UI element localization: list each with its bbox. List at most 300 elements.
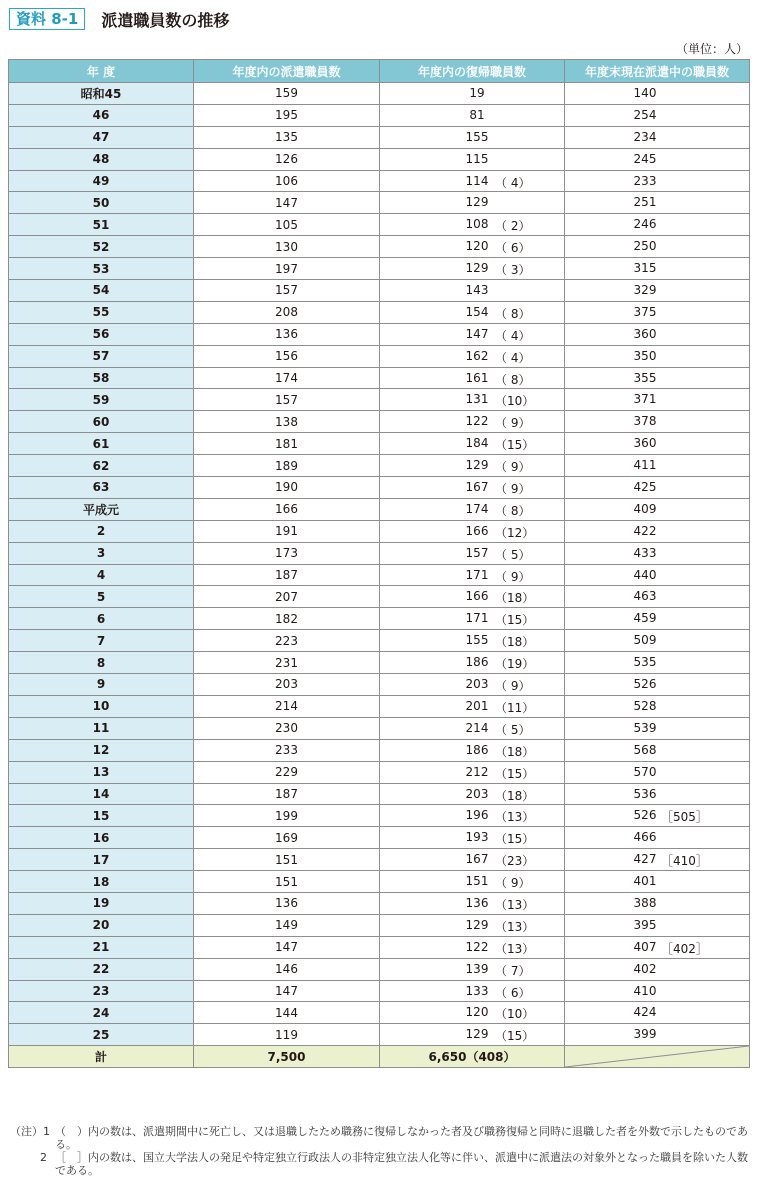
total-label: 計 xyxy=(9,1046,194,1068)
returned-excluded: （ 5） xyxy=(495,547,531,562)
cell-dispatched: 208 xyxy=(194,301,380,323)
cell-dispatched: 151 xyxy=(194,871,380,893)
table-row xyxy=(9,871,750,893)
table-row xyxy=(9,301,750,323)
cell-end-count xyxy=(565,542,750,564)
cell-end-count xyxy=(565,739,750,761)
cell-dispatched: 207 xyxy=(194,586,380,608)
cell-dispatched: 174 xyxy=(194,367,380,389)
cell-year: 19 xyxy=(9,892,194,914)
cell-dispatched: 119 xyxy=(194,1024,380,1046)
table-row xyxy=(9,498,750,520)
cell-end-count xyxy=(565,520,750,542)
cell-end-count xyxy=(565,564,750,586)
returned-excluded: （10） xyxy=(495,1007,535,1022)
table-row xyxy=(9,345,750,367)
cell-dispatched: 173 xyxy=(194,542,380,564)
returned-value: 108 xyxy=(465,217,489,232)
cell-year: 63 xyxy=(9,477,194,499)
returned-excluded: （15） xyxy=(495,766,535,781)
returned-value: 115 xyxy=(465,151,489,166)
end-count-value: 399 xyxy=(633,1027,657,1042)
end-count-value: 526 xyxy=(633,677,657,692)
cell-end-count xyxy=(565,695,750,717)
cell-dispatched: 231 xyxy=(194,652,380,674)
table-row xyxy=(9,170,750,192)
table-row xyxy=(9,1002,750,1024)
cell-year: 10 xyxy=(9,695,194,717)
total-returned: 6,650（408） xyxy=(380,1046,565,1068)
returned-excluded: （ 9） xyxy=(495,416,531,431)
table-row xyxy=(9,411,750,433)
cell-dispatched: 199 xyxy=(194,805,380,827)
end-count-value: 350 xyxy=(633,348,657,363)
end-count-value: 568 xyxy=(633,742,657,757)
cell-returned xyxy=(380,805,565,827)
cell-year: 18 xyxy=(9,871,194,893)
cell-dispatched: 126 xyxy=(194,148,380,170)
end-count-bracket: ［505］ xyxy=(661,810,708,825)
returned-value: 171 xyxy=(465,611,489,626)
cell-end-count xyxy=(565,980,750,1002)
cell-year: 20 xyxy=(9,914,194,936)
cell-end-count xyxy=(565,914,750,936)
returned-value: 129 xyxy=(465,458,489,473)
cell-end-count xyxy=(565,236,750,258)
table-row xyxy=(9,83,750,105)
end-count-value: 463 xyxy=(633,589,657,604)
end-count-value: 427 xyxy=(633,852,657,867)
cell-end-count xyxy=(565,148,750,170)
cell-returned xyxy=(380,170,565,192)
cell-year: 17 xyxy=(9,849,194,871)
table-row xyxy=(9,717,750,739)
note-2 xyxy=(10,1151,750,1177)
cell-returned xyxy=(380,1024,565,1046)
returned-value: 166 xyxy=(465,523,489,538)
cell-end-count xyxy=(565,849,750,871)
returned-value: 167 xyxy=(465,480,489,495)
cell-year: 23 xyxy=(9,980,194,1002)
end-count-value: 254 xyxy=(633,107,657,122)
table-row xyxy=(9,542,750,564)
cell-returned xyxy=(380,761,565,783)
cell-end-count xyxy=(565,258,750,280)
cell-year: 7 xyxy=(9,630,194,652)
returned-excluded: （ 9） xyxy=(495,482,531,497)
cell-dispatched: 166 xyxy=(194,498,380,520)
table-row xyxy=(9,126,750,148)
cell-year: 15 xyxy=(9,805,194,827)
table-row xyxy=(9,280,750,302)
cell-year: 51 xyxy=(9,214,194,236)
cell-end-count xyxy=(565,367,750,389)
cell-returned xyxy=(380,914,565,936)
returned-value: 212 xyxy=(465,764,489,779)
cell-dispatched: 135 xyxy=(194,126,380,148)
returned-value: 166 xyxy=(465,589,489,604)
returned-excluded: （ 4） xyxy=(495,175,531,190)
returned-excluded: （18） xyxy=(495,591,535,606)
cell-dispatched: 106 xyxy=(194,170,380,192)
returned-value: 143 xyxy=(465,283,489,298)
table-header-row xyxy=(9,60,750,83)
cell-year: 22 xyxy=(9,958,194,980)
total-dispatched: 7,500 xyxy=(194,1046,380,1068)
table-row xyxy=(9,958,750,980)
returned-value: 151 xyxy=(465,874,489,889)
table-row xyxy=(9,148,750,170)
table-row xyxy=(9,564,750,586)
cell-returned xyxy=(380,608,565,630)
cell-end-count xyxy=(565,892,750,914)
cell-dispatched: 182 xyxy=(194,608,380,630)
table-row xyxy=(9,520,750,542)
column-header-dispatched: 年度内の派遣職員数 xyxy=(194,60,380,83)
returned-excluded: （15） xyxy=(495,832,535,847)
returned-excluded: （ 6） xyxy=(495,241,531,256)
end-count-value: 329 xyxy=(633,283,657,298)
cell-returned xyxy=(380,783,565,805)
returned-value: 174 xyxy=(465,501,489,516)
cell-year: 12 xyxy=(9,739,194,761)
cell-year: 56 xyxy=(9,323,194,345)
table-row xyxy=(9,389,750,411)
cell-dispatched: 157 xyxy=(194,389,380,411)
column-header-end-count: 年度末現在派遣中の職員数 xyxy=(565,60,750,83)
cell-end-count xyxy=(565,345,750,367)
document-badge: 資料 8-1 xyxy=(9,8,85,30)
end-count-value: 410 xyxy=(633,983,657,998)
cell-year: 57 xyxy=(9,345,194,367)
returned-excluded: （ 8） xyxy=(495,503,531,518)
returned-value: 196 xyxy=(465,808,489,823)
cell-returned xyxy=(380,236,565,258)
unit-label: （単位：人） xyxy=(675,42,748,56)
table-row xyxy=(9,892,750,914)
end-count-value: 395 xyxy=(633,917,657,932)
cell-end-count xyxy=(565,455,750,477)
cell-year: 62 xyxy=(9,455,194,477)
cell-end-count xyxy=(565,389,750,411)
end-count-value: 375 xyxy=(633,304,657,319)
cell-returned xyxy=(380,83,565,105)
returned-excluded: （13） xyxy=(495,897,535,912)
cell-returned xyxy=(380,695,565,717)
cell-dispatched: 146 xyxy=(194,958,380,980)
end-count-value: 233 xyxy=(633,173,657,188)
returned-value: 114 xyxy=(465,173,489,188)
returned-value: 171 xyxy=(465,567,489,582)
cell-year: 平成元 xyxy=(9,498,194,520)
returned-excluded: （ 8） xyxy=(495,372,531,387)
returned-value: 201 xyxy=(465,698,489,713)
end-count-value: 360 xyxy=(633,436,657,451)
cell-end-count xyxy=(565,674,750,696)
returned-excluded: （ 6） xyxy=(495,985,531,1000)
table-row xyxy=(9,323,750,345)
diagonal-line xyxy=(565,1046,749,1067)
cell-dispatched: 136 xyxy=(194,323,380,345)
cell-dispatched: 203 xyxy=(194,674,380,696)
returned-value: 155 xyxy=(465,633,489,648)
cell-dispatched: 151 xyxy=(194,849,380,871)
cell-end-count xyxy=(565,805,750,827)
note-label: 2 xyxy=(40,1151,47,1164)
cell-end-count xyxy=(565,477,750,499)
table-row xyxy=(9,586,750,608)
table-row xyxy=(9,192,750,214)
returned-excluded: （ 8） xyxy=(495,306,531,321)
cell-year: 14 xyxy=(9,783,194,805)
end-count-value: 402 xyxy=(633,961,657,976)
cell-year: 24 xyxy=(9,1002,194,1024)
returned-value: 129 xyxy=(465,261,489,276)
cell-year: 25 xyxy=(9,1024,194,1046)
cell-returned xyxy=(380,345,565,367)
end-count-value: 570 xyxy=(633,764,657,779)
returned-excluded: （15） xyxy=(495,613,535,628)
cell-dispatched: 233 xyxy=(194,739,380,761)
column-header-year: 年 度 xyxy=(9,60,194,83)
table-row xyxy=(9,827,750,849)
cell-end-count xyxy=(565,871,750,893)
returned-excluded: （13） xyxy=(495,919,535,934)
cell-dispatched: 214 xyxy=(194,695,380,717)
cell-dispatched: 191 xyxy=(194,520,380,542)
cell-dispatched: 147 xyxy=(194,980,380,1002)
cell-returned xyxy=(380,455,565,477)
returned-excluded: （ 9） xyxy=(495,876,531,891)
header xyxy=(9,6,229,32)
page-title: 派遣職員数の推移 xyxy=(101,10,230,30)
cell-dispatched: 187 xyxy=(194,564,380,586)
returned-excluded: （18） xyxy=(495,788,535,803)
cell-returned xyxy=(380,411,565,433)
cell-returned xyxy=(380,301,565,323)
cell-dispatched: 189 xyxy=(194,455,380,477)
total-empty-cell xyxy=(565,1046,750,1068)
cell-returned xyxy=(380,389,565,411)
cell-returned xyxy=(380,433,565,455)
cell-returned xyxy=(380,980,565,1002)
cell-returned xyxy=(380,477,565,499)
cell-dispatched: 138 xyxy=(194,411,380,433)
end-count-value: 424 xyxy=(633,1005,657,1020)
cell-end-count xyxy=(565,761,750,783)
end-count-value: 459 xyxy=(633,611,657,626)
cell-dispatched: 157 xyxy=(194,280,380,302)
cell-end-count xyxy=(565,958,750,980)
table-row xyxy=(9,1024,750,1046)
cell-end-count xyxy=(565,827,750,849)
end-count-value: 526 xyxy=(633,808,657,823)
cell-year: 52 xyxy=(9,236,194,258)
returned-value: 129 xyxy=(465,195,489,210)
returned-value: 157 xyxy=(465,545,489,560)
cell-dispatched: 156 xyxy=(194,345,380,367)
cell-returned xyxy=(380,849,565,871)
note-1 xyxy=(10,1125,750,1151)
cell-end-count xyxy=(565,170,750,192)
end-count-value: 422 xyxy=(633,523,657,538)
cell-year: 49 xyxy=(9,170,194,192)
notes xyxy=(10,1125,750,1177)
cell-year: 11 xyxy=(9,717,194,739)
end-count-value: 251 xyxy=(633,195,657,210)
cell-returned xyxy=(380,542,565,564)
table-row xyxy=(9,608,750,630)
returned-value: 147 xyxy=(465,326,489,341)
returned-value: 155 xyxy=(465,129,489,144)
returned-value: 167 xyxy=(465,852,489,867)
table-row xyxy=(9,236,750,258)
cell-returned xyxy=(380,674,565,696)
returned-excluded: （ 4） xyxy=(495,350,531,365)
end-count-value: 360 xyxy=(633,326,657,341)
cell-end-count xyxy=(565,104,750,126)
end-count-value: 536 xyxy=(633,786,657,801)
returned-value: 139 xyxy=(465,961,489,976)
table-row xyxy=(9,739,750,761)
returned-excluded: （11） xyxy=(495,700,535,715)
cell-end-count xyxy=(565,323,750,345)
cell-returned xyxy=(380,104,565,126)
end-count-value: 535 xyxy=(633,655,657,670)
table-row xyxy=(9,258,750,280)
cell-year: 4 xyxy=(9,564,194,586)
cell-dispatched: 130 xyxy=(194,236,380,258)
returned-excluded: （18） xyxy=(495,635,535,650)
table-row xyxy=(9,674,750,696)
cell-year: 21 xyxy=(9,936,194,958)
table-row xyxy=(9,936,750,958)
returned-excluded: （ 4） xyxy=(495,328,531,343)
cell-dispatched: 190 xyxy=(194,477,380,499)
cell-dispatched: 181 xyxy=(194,433,380,455)
table-row xyxy=(9,805,750,827)
cell-year: 55 xyxy=(9,301,194,323)
table-row xyxy=(9,477,750,499)
cell-year: 48 xyxy=(9,148,194,170)
returned-excluded: （ 9） xyxy=(495,679,531,694)
cell-end-count xyxy=(565,411,750,433)
note-label: （注）1 xyxy=(10,1125,50,1138)
table-row xyxy=(9,652,750,674)
cell-year: 53 xyxy=(9,258,194,280)
returned-value: 161 xyxy=(465,370,489,385)
cell-year: 54 xyxy=(9,280,194,302)
returned-excluded: （15） xyxy=(495,1029,535,1044)
returned-value: 122 xyxy=(465,414,489,429)
cell-year: 59 xyxy=(9,389,194,411)
cell-year: 13 xyxy=(9,761,194,783)
cell-end-count xyxy=(565,586,750,608)
end-count-value: 509 xyxy=(633,633,657,648)
cell-dispatched: 144 xyxy=(194,1002,380,1024)
cell-dispatched: 149 xyxy=(194,914,380,936)
note-text: ［ ］内の数は、国立大学法人の発足や特定独立行政法人の非特定独立法人化等に伴い、派遣中に派遣法の対象外となった職員を除いた人数である。 xyxy=(55,1151,748,1177)
cell-end-count xyxy=(565,717,750,739)
returned-value: 136 xyxy=(465,895,489,910)
cell-end-count xyxy=(565,126,750,148)
cell-end-count xyxy=(565,1002,750,1024)
cell-returned xyxy=(380,148,565,170)
end-count-value: 466 xyxy=(633,830,657,845)
cell-dispatched: 147 xyxy=(194,936,380,958)
end-count-value: 407 xyxy=(633,939,657,954)
cell-year: 16 xyxy=(9,827,194,849)
cell-dispatched: 229 xyxy=(194,761,380,783)
end-count-value: 234 xyxy=(633,129,657,144)
cell-year: 47 xyxy=(9,126,194,148)
returned-excluded: （19） xyxy=(495,657,535,672)
cell-end-count xyxy=(565,214,750,236)
returned-value: 81 xyxy=(469,107,485,122)
returned-excluded: （15） xyxy=(495,438,535,453)
returned-value: 184 xyxy=(465,436,489,451)
table-row xyxy=(9,214,750,236)
table-row xyxy=(9,695,750,717)
cell-dispatched: 223 xyxy=(194,630,380,652)
returned-excluded: （18） xyxy=(495,744,535,759)
cell-year: 6 xyxy=(9,608,194,630)
cell-end-count xyxy=(565,83,750,105)
returned-value: 129 xyxy=(465,917,489,932)
returned-value: 162 xyxy=(465,348,489,363)
returned-excluded: （ 9） xyxy=(495,569,531,584)
cell-year: 46 xyxy=(9,104,194,126)
end-count-value: 440 xyxy=(633,567,657,582)
cell-end-count xyxy=(565,280,750,302)
returned-excluded: （12） xyxy=(495,525,535,540)
cell-year: 5 xyxy=(9,586,194,608)
table-row xyxy=(9,980,750,1002)
table-row xyxy=(9,367,750,389)
end-count-value: 411 xyxy=(633,458,657,473)
end-count-value: 378 xyxy=(633,414,657,429)
cell-end-count xyxy=(565,783,750,805)
cell-end-count xyxy=(565,498,750,520)
cell-end-count xyxy=(565,936,750,958)
cell-returned xyxy=(380,214,565,236)
cell-returned xyxy=(380,1002,565,1024)
cell-end-count xyxy=(565,433,750,455)
end-count-value: 315 xyxy=(633,261,657,276)
cell-returned xyxy=(380,739,565,761)
end-count-value: 246 xyxy=(633,217,657,232)
table-row xyxy=(9,630,750,652)
returned-value: 186 xyxy=(465,655,489,670)
cell-returned xyxy=(380,892,565,914)
returned-value: 193 xyxy=(465,830,489,845)
end-count-bracket: ［410］ xyxy=(661,854,708,869)
cell-dispatched: 195 xyxy=(194,104,380,126)
returned-value: 129 xyxy=(465,1027,489,1042)
returned-value: 214 xyxy=(465,720,489,735)
cell-year: 9 xyxy=(9,674,194,696)
cell-year: 60 xyxy=(9,411,194,433)
cell-dispatched: 136 xyxy=(194,892,380,914)
end-count-value: 355 xyxy=(633,370,657,385)
staff-table xyxy=(8,59,750,1068)
cell-dispatched: 230 xyxy=(194,717,380,739)
table-row xyxy=(9,914,750,936)
cell-dispatched: 105 xyxy=(194,214,380,236)
table-row xyxy=(9,455,750,477)
cell-year: 3 xyxy=(9,542,194,564)
end-count-value: 433 xyxy=(633,545,657,560)
